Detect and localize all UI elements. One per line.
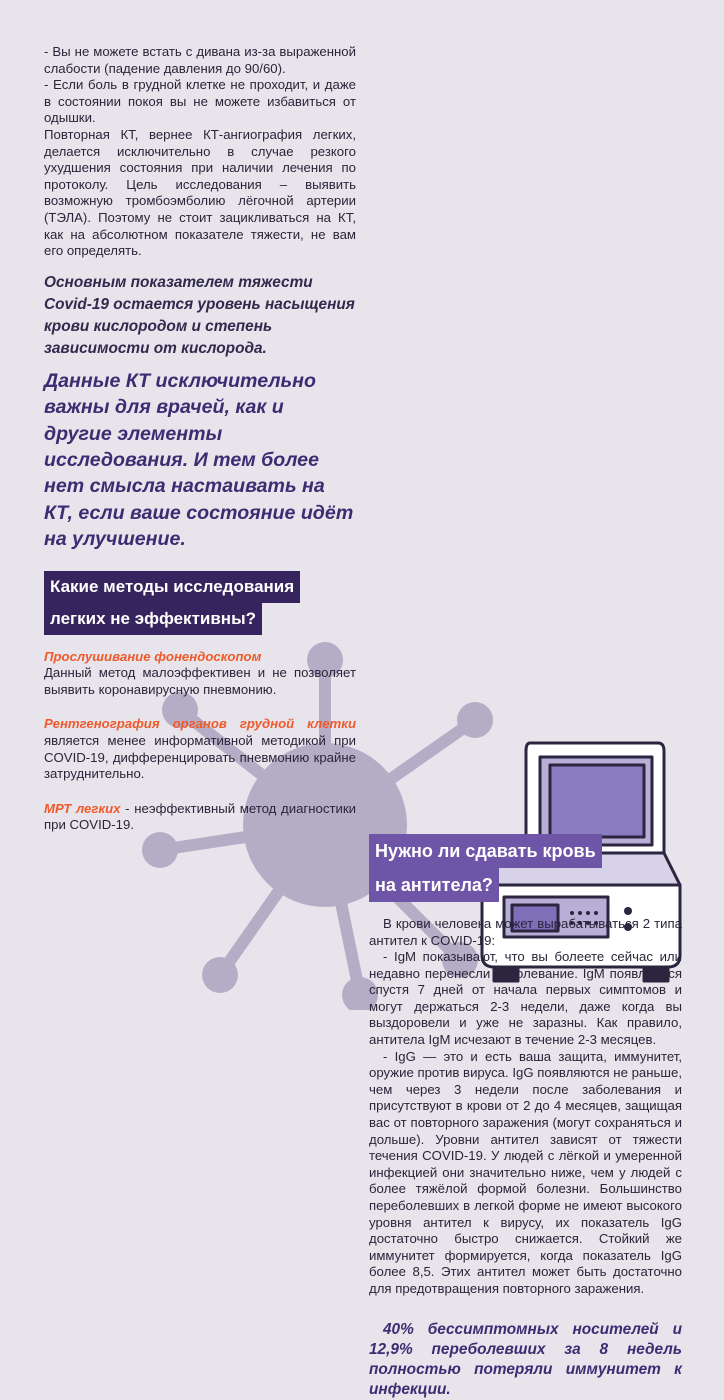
method-item-xray — [44, 716, 356, 782]
method-text: - неэффективный метод диагностики при COVID-19. — [44, 800, 356, 833]
antibodies-heading-line-2: на антитела? — [369, 868, 499, 902]
intro-paragraph-2: - Если боль в грудной клетке не проходит, и даже в состоянии покоя вы не можете избавиться от одышки. — [44, 77, 356, 126]
methods-list — [44, 649, 356, 834]
method-text: является менее информативной методикой при COVID-19, дифференцировать пневмонию крайне затруднительно. — [44, 732, 356, 782]
method-item-mri — [44, 801, 356, 834]
ct-quote: Данные КТ исключительно важны для врачей, как и другие элементы исследования. И тем более нет смысла настаивать на КТ, если ваше состояние идёт на улучшение. — [44, 369, 354, 551]
intro-paragraph-1: - Вы не можете встать с дивана из-за выраженной слабости (падение давления до 90/60). — [44, 44, 356, 76]
method-item-stethoscope — [44, 649, 356, 699]
methods-heading-line-1: Какие методы исследования — [44, 571, 300, 603]
method-title: Рентгенография органов грудной клетки — [44, 716, 356, 732]
intro-paragraph-3: Повторная КТ, вернее КТ-ангиография легких, делается исключительно в случае резкого ухудшения состояния при наличии лечения по протоколу. Цель исследования – выявить возможную тромбоэмболию лёгочной артерии (ТЭЛА). Поэтому не стоит зацикливаться на КТ, как на абсолютном показателе тяжести, не вам его определять. — [44, 126, 356, 259]
right-column — [369, 834, 682, 1400]
igg-paragraph: - IgG — это и есть ваша защита, иммунитет, оружие против вируса. IgG появляются не раньше, чем через 3 недели после заболевания и присутствуют в крови от 2 до 4 месяцев, защищая вас от повторного заражения (могут сохраняться и дольше). Уровни антител зависят от тяжести течения COVID-19. У людей с лёгкой и умеренной инфекцией они значительно ниже, чем у людей с более тяжёлой формой болезни. Большинство переболевших в легкой форме не имеют высокого уровня антител к вирусу, их показатель IgG достаточно быстро снижается. Стойкий же иммунитет формируется, когда показатель IgG более 8,5. Этих антител может быть достаточно для предотвращения повторного заражения. — [369, 1048, 682, 1296]
left-column — [44, 44, 356, 834]
method-title: МРТ легких — [44, 800, 121, 816]
antibodies-heading-line-1: Нужно ли сдавать кровь — [369, 834, 602, 868]
severity-emphasis: Основным показателем тяжести Covid-19 остается уровень насыщения крови кислородом и степень зависимости от кислорода. — [44, 273, 355, 357]
immunity-statistic: 40% бессимптомных носителей и 12,9% переболевших за 8 недель полностью потеряли иммунитет к инфекции. — [369, 1320, 682, 1398]
page-number — [0, 1344, 682, 1367]
antibodies-heading — [369, 834, 682, 902]
antibodies-intro: В крови человека может вырабатываться 2 типа антител к COVID-19: — [369, 915, 682, 948]
method-title: Прослушивание фонендоскопом — [44, 648, 262, 664]
methods-heading — [44, 571, 356, 635]
method-text: Данный метод малоэффективен и не позволяет выявить коронавирусную пневмонию. — [44, 665, 356, 697]
methods-heading-line-2: легких не эффективны? — [44, 603, 262, 635]
igm-paragraph: - IgM показывают, что вы болеете сейчас или недавно перенесли заболевание. IgM появляются спустя 7 дней от начала первых симптомов и могут держаться 2-3 недели, даже когда вы выздоровели и уже не заразны. Как правило, антитела IgM исчезают в течение 2-3 месяцев. — [369, 949, 682, 1048]
